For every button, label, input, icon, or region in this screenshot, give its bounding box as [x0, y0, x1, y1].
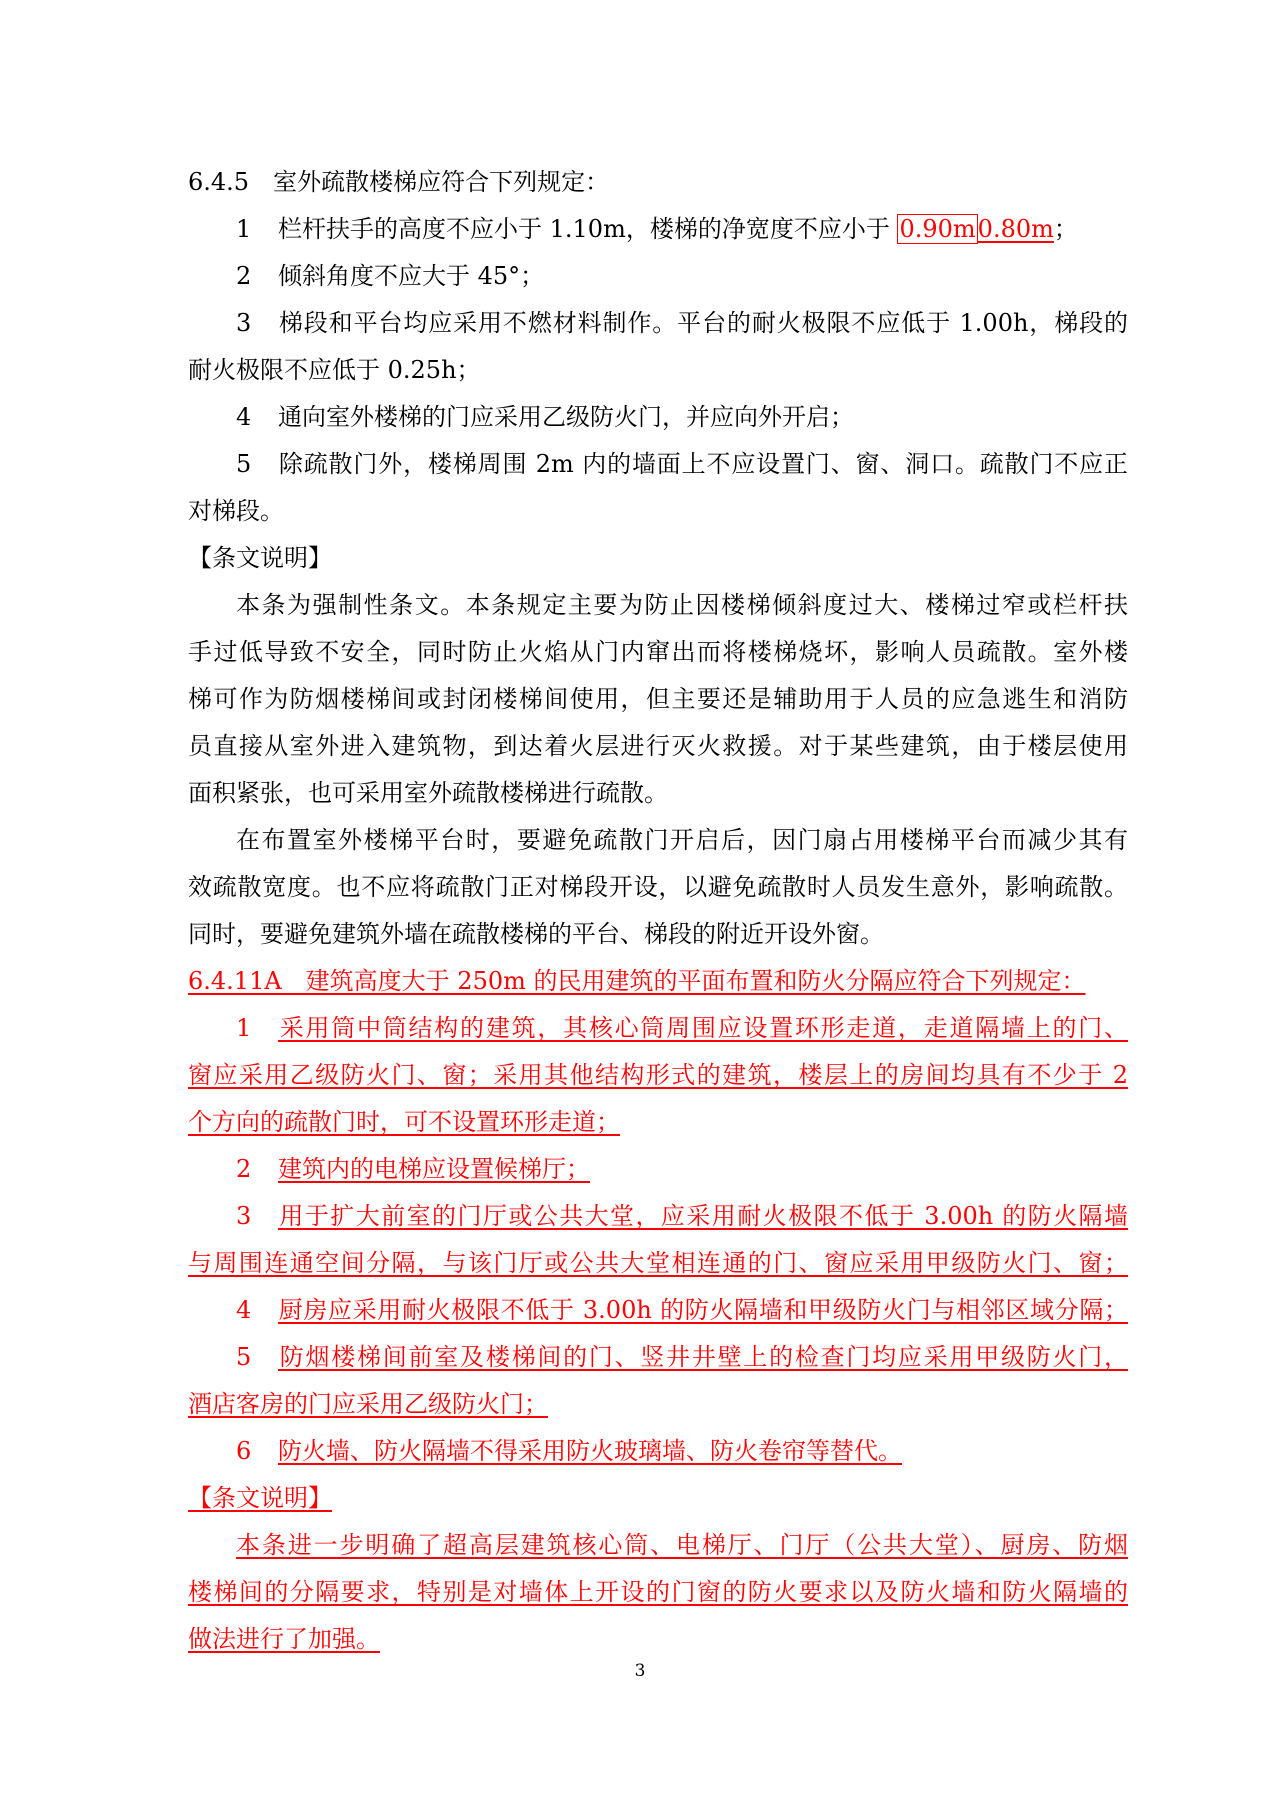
inserted-value: 0.80m	[977, 215, 1054, 243]
item-number: 3	[236, 1202, 252, 1230]
clause-6411a-heading	[188, 963, 1128, 1003]
explanation-2-line-3	[188, 1621, 1128, 1661]
item-number: 2	[236, 262, 252, 290]
clause-645-item-3-line-1	[236, 305, 1128, 345]
item-text: 通向室外楼梯的门应采用乙级防火门，并应向外开启；	[278, 403, 854, 431]
clause-645-item-4	[236, 399, 1128, 439]
item-text: 厨房应采用耐火极限不低于 3.00h 的防火隔墙和甲级防火门与相邻区域分隔；	[278, 1296, 1128, 1324]
item-number: 4	[236, 1296, 252, 1324]
item-text: 栏杆扶手的高度不应小于 1.10m，楼梯的净宽度不应小于	[278, 215, 890, 243]
clause-6411a-item-6	[236, 1433, 1128, 1473]
item-text: 楼梯间的分隔要求，特别是对墙体上开设的门窗的防火要求以及防火墙和防火隔墙的	[188, 1578, 1128, 1606]
item-text: 建筑内的电梯应设置候梯厅；	[278, 1155, 590, 1183]
item-text: 酒店客房的门应采用乙级防火门；	[188, 1390, 548, 1418]
item-text: 窗应采用乙级防火门、窗；采用其他结构形式的建筑，楼层上的房间均具有不少于 2	[188, 1061, 1128, 1089]
explanation-1-p2-line-2: 效疏散宽度。也不应将疏散门正对梯段开设，以避免疏散时人员发生意外，影响疏散。	[188, 873, 1128, 901]
item-text: 本条进一步明确了超高层建筑核心筒、电梯厅、门厅（公共大堂）、厨房、防烟	[236, 1531, 1128, 1559]
explanation-1-p1-line-4: 员直接从室外进入建筑物，到达着火层进行灭火救援。对于某些建筑，由于楼层使用	[188, 732, 1128, 760]
item-number: 6	[236, 1437, 252, 1465]
item-text: 个方向的疏散门时，可不设置环形走道；	[188, 1108, 620, 1136]
explanation-1-p1-line-5: 面积紧张，也可采用室外疏散楼梯进行疏散。	[188, 779, 668, 807]
explanation-1-p1-line-3: 梯可作为防烟楼梯间或封闭楼梯间使用，但主要还是辅助用于人员的应急逃生和消防	[188, 685, 1128, 713]
clause-6411a-item-1-line-1	[236, 1010, 1128, 1050]
item-number: 2	[236, 1155, 252, 1183]
clause-6411a-item-1-line-2	[188, 1057, 1128, 1097]
explanation-2-line-1	[236, 1527, 1128, 1567]
clause-6411a-item-4	[236, 1292, 1128, 1332]
item-text: 采用筒中筒结构的建筑，其核心筒周围应设置环形走道，走道隔墙上的门、	[278, 1014, 1128, 1042]
page-number: 3	[634, 1661, 646, 1681]
item-text: 倾斜角度不应大于 45°；	[278, 262, 545, 290]
item-text: 梯段和平台均应采用不燃材料制作。平台的耐火极限不应低于 1.00h，梯段的	[278, 309, 1128, 337]
clause-6411a-item-5-line-2	[188, 1386, 1128, 1426]
item-text: 与周围连通空间分隔，与该门厅或公共大堂相连通的门、窗应采用甲级防火门、窗；	[188, 1249, 1128, 1277]
explanation-1-p1-line-1: 本条为强制性条文。本条规定主要为防止因楼梯倾斜度过大、楼梯过窄或栏杆扶	[236, 591, 1128, 619]
clause-6411a-item-2	[236, 1151, 1128, 1191]
clause-645-item-1	[236, 211, 1128, 251]
item-text: 防烟楼梯间前室及楼梯间的门、竖井井壁上的检查门均应采用甲级防火门，	[278, 1343, 1128, 1371]
item-text-end: ；	[1053, 215, 1078, 243]
item-number: 5	[236, 450, 252, 478]
item-number: 1	[236, 215, 252, 243]
explanation-2-line-2	[188, 1574, 1128, 1614]
clause-6411a-item-3-line-2	[188, 1245, 1128, 1285]
explanation-2-heading-text: 【条文说明】	[188, 1484, 332, 1512]
item-text: 防火墙、防火隔墙不得采用防火玻璃墙、防火卷帘等替代。	[278, 1437, 902, 1465]
clause-6411a-item-1-line-3	[188, 1104, 1128, 1144]
item-number: 3	[236, 309, 252, 337]
item-number: 5	[236, 1343, 252, 1371]
clause-6411a-item-3-line-1	[236, 1198, 1128, 1238]
clause-645-item-3-line-2: 耐火极限不应低于 0.25h；	[188, 356, 481, 384]
clause-645-item-5-line-2: 对梯段。	[188, 497, 284, 525]
item-number: 4	[236, 403, 252, 431]
item-text: 做法进行了加强。	[188, 1625, 380, 1653]
clause-645-item-2	[236, 258, 1128, 298]
explanation-1-p2-line-3: 同时，要避免建筑外墙在疏散楼梯的平台、梯段的附近开设外窗。	[188, 920, 884, 948]
clause-6411a-item-5-line-1	[236, 1339, 1128, 1379]
clause-6411a-heading-text: 6.4.11A 建筑高度大于 250m 的民用建筑的平面布置和防火分隔应符合下列规定：	[188, 967, 1086, 995]
item-text: 用于扩大前室的门厅或公共大堂，应采用耐火极限不低于 3.00h 的防火隔墙	[278, 1202, 1128, 1230]
explanation-heading: 【条文说明】	[188, 544, 332, 572]
clause-645-item-5-line-1	[236, 446, 1128, 486]
clause-645-heading: 6.4.5 室外疏散楼梯应符合下列规定：	[188, 168, 610, 196]
explanation-1-p1-line-2: 手过低导致不安全，同时防止火焰从门内窜出而将楼梯烧坏，影响人员疏散。室外楼	[188, 638, 1128, 666]
explanation-2-heading	[188, 1480, 1128, 1520]
deleted-value: 0.90m	[899, 215, 976, 243]
item-number: 1	[236, 1014, 252, 1042]
explanation-1-p2-line-1: 在布置室外楼梯平台时，要避免疏散门开启后，因门扇占用楼梯平台而减少其有	[236, 826, 1128, 854]
item-text: 除疏散门外，楼梯周围 2m 内的墙面上不应设置门、窗、洞口。疏散门不应正	[278, 450, 1128, 478]
